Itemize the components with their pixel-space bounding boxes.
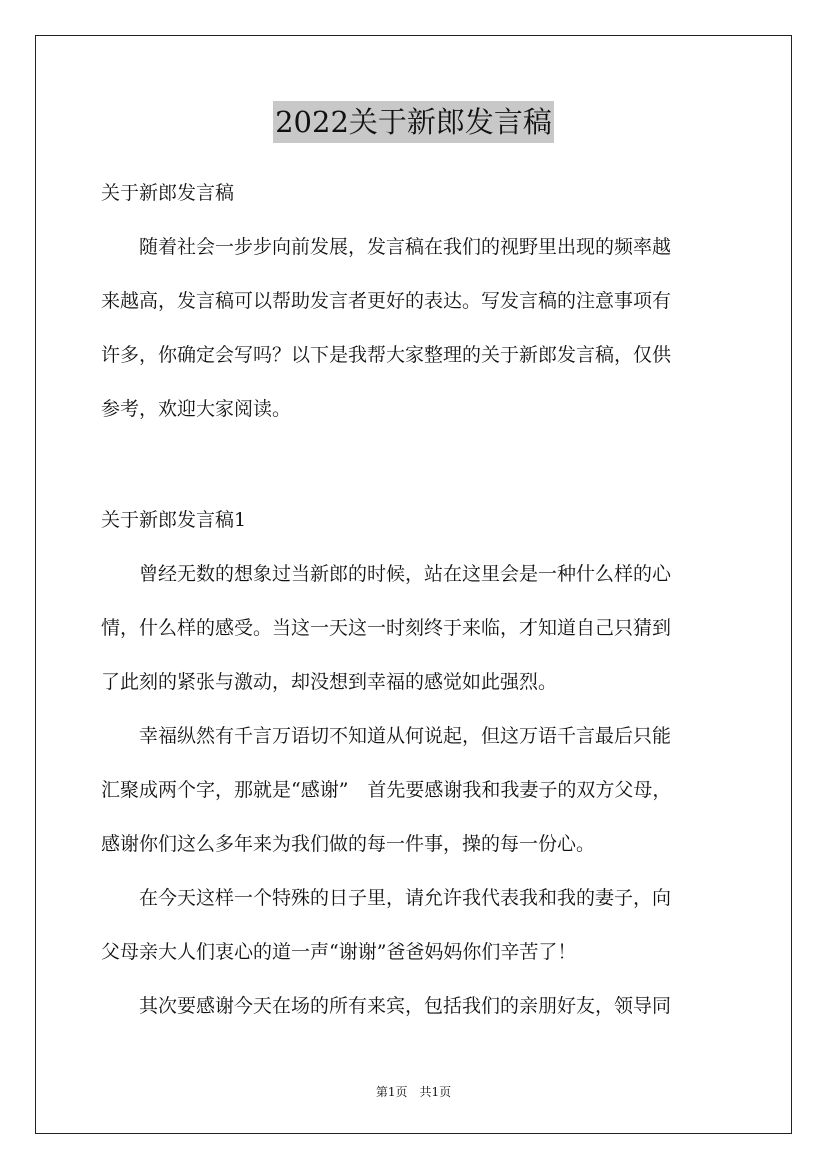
paragraph-line: 汇聚成两个字，那就是“感谢” 首先要感谢我和我妻子的双方父母， (101, 779, 672, 801)
page-number-footer: 第1页 共1页 (375, 1085, 452, 1099)
paragraph-line: 了此刻的紧张与激动，却没想到幸福的感觉如此强烈。 (101, 671, 558, 693)
paragraph-line: 来越高，发言稿可以帮助发言者更好的表达。写发言稿的注意事项有 (101, 290, 672, 312)
paragraph-line: 随着社会一步步向前发展，发言稿在我们的视野里出现的频率越 (101, 236, 672, 258)
document-title: 2022关于新郎发言稿 (273, 101, 554, 143)
section-heading: 关于新郎发言稿 (101, 182, 235, 204)
paragraph-line: 参考，欢迎大家阅读。 (101, 398, 292, 420)
paragraph-line: 许多，你确定会写吗？以下是我帮大家整理的关于新郎发言稿，仅供 (101, 344, 672, 366)
paragraph-line: 幸福纵然有千言万语切不知道从何说起，但这万语千言最后只能 (101, 725, 672, 747)
paragraph-line: 父母亲大人们衷心的道一声“谢谢”爸爸妈妈你们辛苦了！ (101, 941, 577, 963)
paragraph-line: 在今天这样一个特殊的日子里，请允许我代表我和我的妻子，向 (101, 887, 672, 909)
paragraph-line: 感谢你们这么多年来为我们做的每一件事，操的每一份心。 (101, 833, 596, 855)
paragraph-line: 其次要感谢今天在场的所有来宾，包括我们的亲朋好友，领导同 (101, 995, 672, 1017)
section-heading: 关于新郎发言稿1 (101, 509, 247, 531)
paragraph-line: 曾经无数的想象过当新郎的时候，站在这里会是一种什么样的心 (101, 563, 672, 585)
paragraph-line: 情，什么样的感受。当这一天这一时刻终于来临，才知道自己只猜到 (101, 617, 672, 639)
title-container (0, 101, 827, 143)
